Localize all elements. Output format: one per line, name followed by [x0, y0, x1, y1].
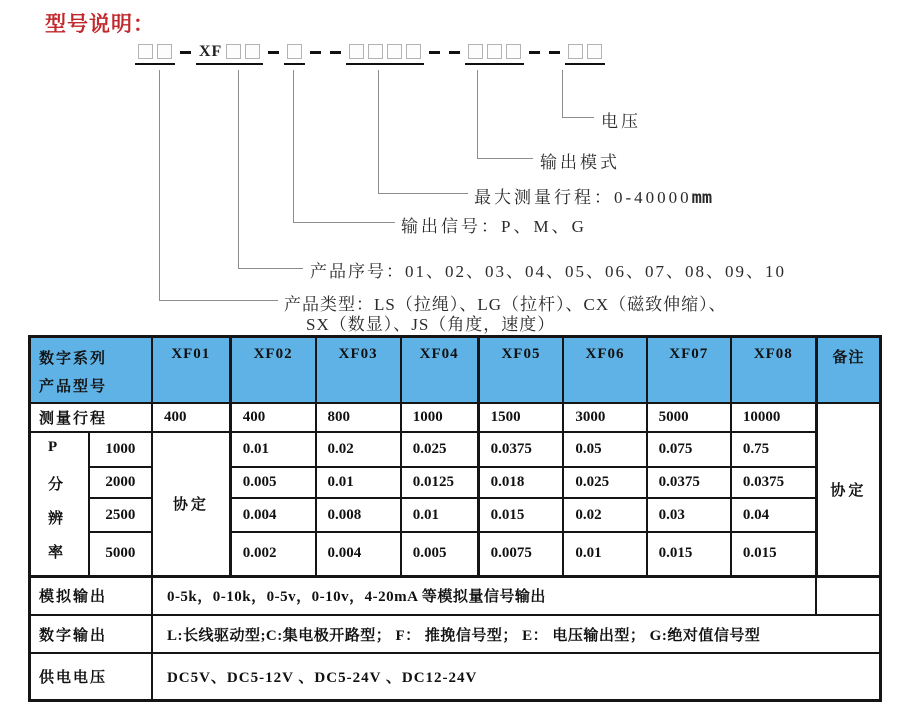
resolution-value: 0.015 [731, 532, 816, 576]
header-xf04: XF04 [401, 337, 478, 403]
digital-output-row [30, 615, 881, 653]
model-group-output-mode [465, 44, 524, 65]
travel-value: 400 [230, 403, 315, 432]
model-group-voltage [565, 44, 605, 65]
travel-value: 800 [316, 403, 401, 432]
callout-product-type-line2: SX（数显）、JS（角度，速度） [306, 315, 556, 334]
dash-separator [180, 51, 191, 54]
callout-max-travel [474, 183, 712, 208]
header-xf05: XF05 [478, 337, 563, 403]
resolution-value: 0.005 [401, 532, 478, 576]
power-supply-value: DC5V、DC5-12V 、DC5-24V 、DC12-24V [152, 653, 881, 700]
callout-max-travel-text: 最大测量行程：0-40000 [474, 188, 692, 207]
header-series-line2: 产品型号 [39, 378, 108, 395]
model-digit-box [157, 44, 172, 59]
model-digit-box [387, 44, 402, 59]
travel-value: 3000 [563, 403, 646, 432]
xf01-agree-cell: 协定 [152, 432, 230, 577]
model-group-series [196, 44, 263, 65]
resolution-label-char: 率 [48, 544, 64, 561]
header-series-line1: 数字系列 [39, 351, 108, 367]
travel-value: 5000 [647, 403, 731, 432]
resolution-value: 0.015 [478, 498, 563, 532]
resolution-value: 0.02 [316, 432, 401, 467]
power-supply-row [30, 653, 881, 700]
connector-line-max-travel [378, 193, 468, 194]
travel-value: 1500 [478, 403, 563, 432]
model-digit-box [506, 44, 521, 59]
callout-output-signal: 输出信号：P、M、G [401, 217, 587, 236]
connector-line-product-serial [238, 70, 239, 268]
dash-separator [268, 51, 279, 54]
resolution-value: 0.002 [230, 532, 315, 576]
model-digit-box [587, 44, 602, 59]
digital-output-label: 数字输出 [30, 615, 152, 653]
resolution-value: 0.02 [563, 498, 646, 532]
model-digit-box [406, 44, 421, 59]
connector-line-output-mode [477, 158, 533, 159]
resolution-row-1000 [30, 432, 881, 467]
model-digit-box [245, 44, 260, 59]
model-digit-box [226, 44, 241, 59]
analog-output-label: 模拟输出 [30, 576, 152, 615]
resolution-range: 2000 [89, 467, 152, 499]
resolution-label-char: P [48, 438, 58, 455]
resolution-value: 0.03 [647, 498, 731, 532]
dash-separator [330, 51, 341, 54]
connector-line-max-travel [378, 70, 379, 193]
travel-value: 1000 [401, 403, 478, 432]
header-xf02: XF02 [230, 337, 315, 403]
resolution-value: 0.01 [230, 432, 315, 467]
note-agree-cell: 协定 [816, 403, 880, 577]
resolution-value: 0.04 [731, 498, 816, 532]
model-group-travel [346, 44, 424, 65]
resolution-value: 0.008 [316, 498, 401, 532]
header-note: 备注 [816, 337, 880, 403]
resolution-range: 1000 [89, 432, 152, 467]
page-title: 型号说明： [45, 13, 155, 36]
travel-row [30, 403, 881, 432]
connector-line-output-mode [477, 70, 478, 158]
model-digit-box [138, 44, 153, 59]
resolution-value: 0.004 [316, 532, 401, 576]
header-xf03: XF03 [316, 337, 401, 403]
connector-line-voltage [562, 70, 563, 117]
resolution-value: 0.0375 [731, 467, 816, 499]
connector-line-output-signal [293, 222, 395, 223]
resolution-value: 0.01 [401, 498, 478, 532]
callout-max-travel-unit: mm [691, 188, 713, 208]
resolution-value: 0.0125 [401, 467, 478, 499]
resolution-value: 0.025 [563, 467, 646, 499]
spec-table [28, 335, 882, 702]
header-xf06: XF06 [563, 337, 646, 403]
resolution-label-char: 辨 [48, 510, 64, 527]
header-xf08: XF08 [731, 337, 816, 403]
resolution-value: 0.01 [563, 532, 646, 576]
resolution-value: 0.075 [647, 432, 731, 467]
header-series [30, 337, 152, 403]
model-digit-box [487, 44, 502, 59]
resolution-value: 0.015 [647, 532, 731, 576]
model-prefix-xf: XF [199, 43, 223, 60]
resolution-value: 0.018 [478, 467, 563, 499]
travel-label: 测量行程 [30, 403, 152, 432]
dash-separator [429, 51, 440, 54]
model-group-type [135, 44, 175, 65]
model-digit-box [468, 44, 483, 59]
model-digit-box [349, 44, 364, 59]
analog-output-row [30, 576, 881, 615]
dash-separator [449, 51, 460, 54]
resolution-range: 2500 [89, 498, 152, 532]
callout-output-mode: 输出模式 [540, 153, 620, 172]
resolution-value: 0.01 [316, 467, 401, 499]
header-xf07: XF07 [647, 337, 731, 403]
connector-line-product-serial [238, 268, 303, 269]
resolution-range: 5000 [89, 532, 152, 576]
header-xf01: XF01 [152, 337, 230, 403]
resolution-value: 0.0375 [478, 432, 563, 467]
callout-voltage: 电压 [601, 112, 641, 131]
resolution-value: 0.025 [401, 432, 478, 467]
table-header-row [30, 337, 881, 403]
model-digit-box [568, 44, 583, 59]
resolution-value: 0.05 [563, 432, 646, 467]
connector-line-product-type [159, 300, 278, 301]
connector-line-voltage [562, 117, 594, 118]
resolution-value: 0.005 [230, 467, 315, 499]
callout-product-serial: 产品序号：01、02、03、04、05、06、07、08、09、10 [310, 262, 786, 281]
connector-line-output-signal [293, 70, 294, 222]
resolution-value: 0.0375 [647, 467, 731, 499]
dash-separator [310, 51, 321, 54]
model-digit-box [368, 44, 383, 59]
resolution-value: 0.75 [731, 432, 816, 467]
travel-value: 400 [152, 403, 230, 432]
model-group-signal [284, 44, 305, 65]
resolution-value: 0.004 [230, 498, 315, 532]
model-digit-box [287, 44, 302, 59]
callout-product-type-line1: 产品类型：LS（拉绳）、LG（拉杆）、CX（磁致伸缩）、 [284, 295, 727, 314]
analog-output-value: 0-5k，0-10k，0-5v，0-10v，4-20mA 等模拟量信号输出 [152, 576, 816, 615]
dash-separator [529, 51, 540, 54]
analog-note-cell [816, 576, 880, 615]
dash-separator [549, 51, 560, 54]
resolution-label [30, 432, 89, 577]
connector-line-product-type [159, 70, 160, 300]
power-supply-label: 供电电压 [30, 653, 152, 700]
travel-value: 10000 [731, 403, 816, 432]
digital-output-value: L:长线驱动型;C:集电极开路型； F： 推挽信号型； E： 电压输出型； G:绝对值信号型 [152, 615, 881, 653]
model-number-format [135, 44, 605, 65]
resolution-value: 0.0075 [478, 532, 563, 576]
resolution-label-char: 分 [48, 476, 64, 493]
